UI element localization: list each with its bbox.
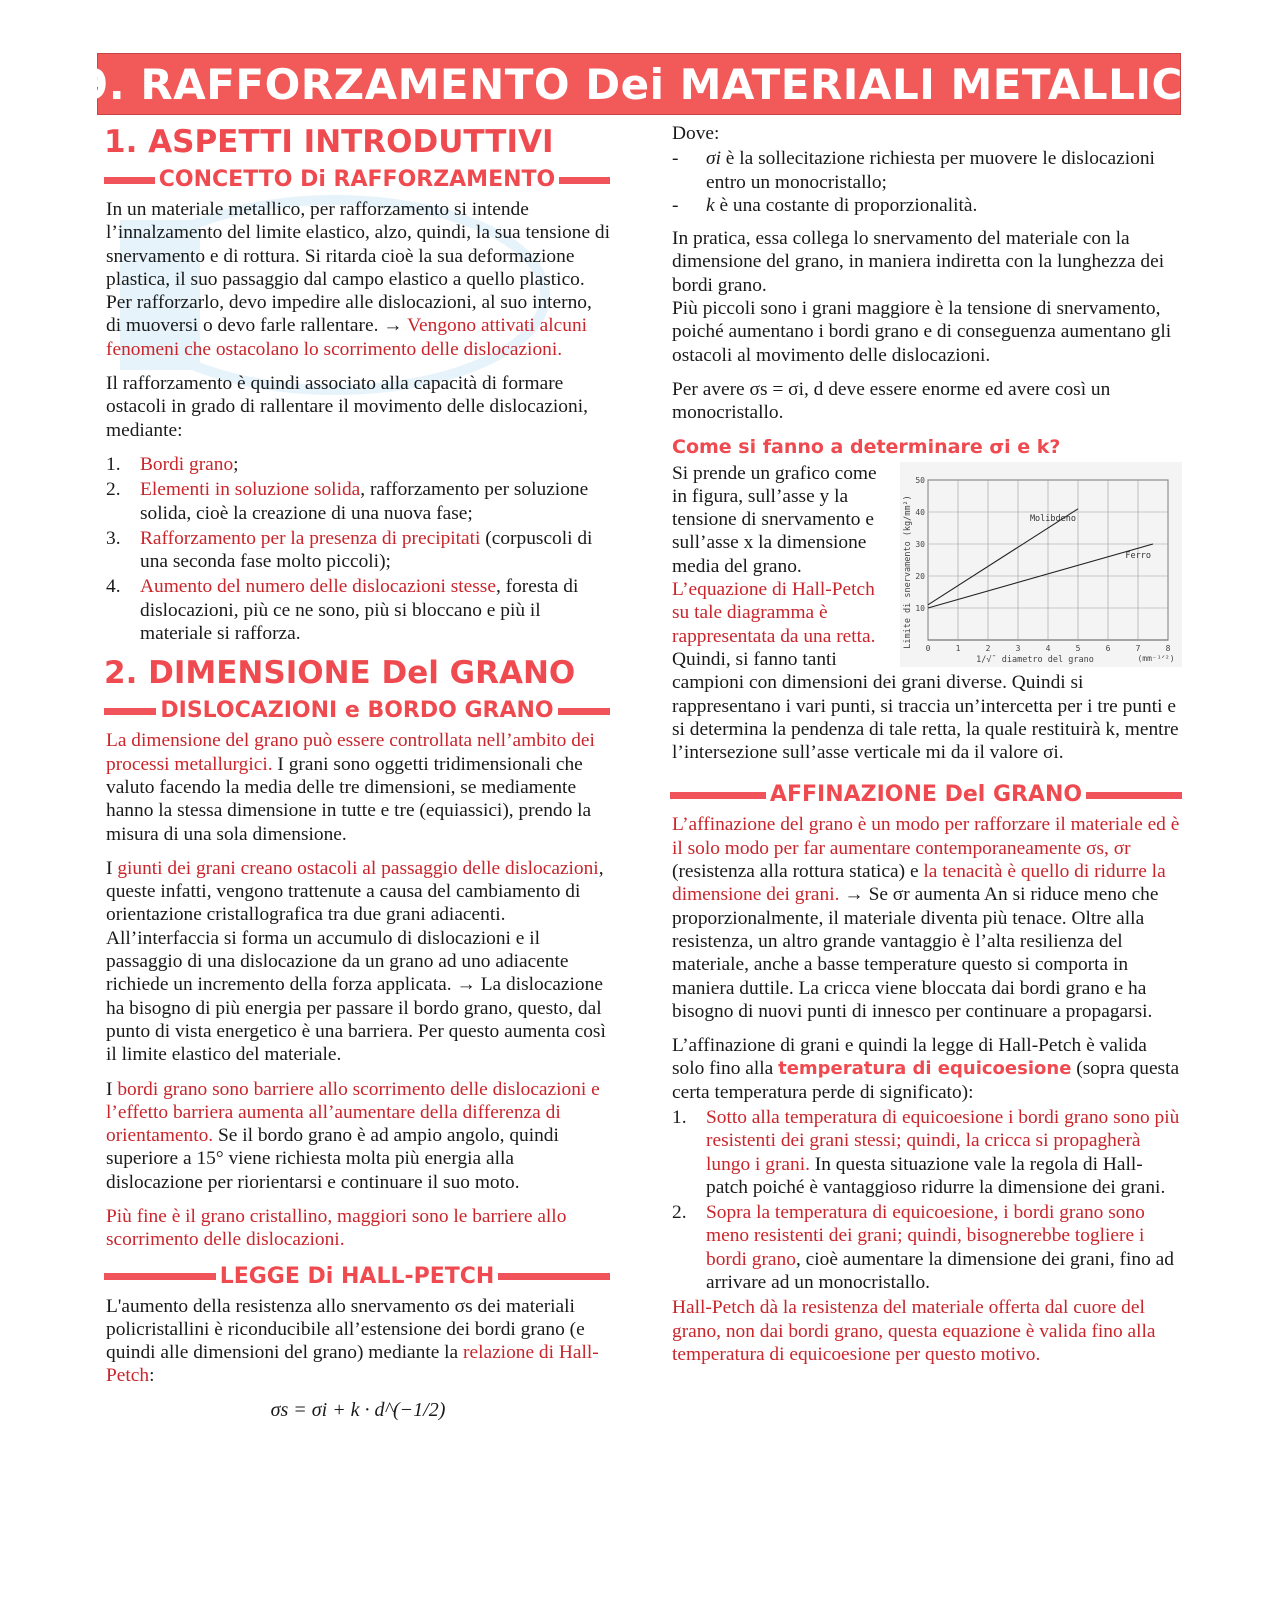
subheading-text: AFFINAZIONE Del GRANO — [769, 782, 1083, 808]
x-tick-label: 0 — [925, 643, 931, 653]
hall-petch-chart — [900, 462, 1182, 667]
subheading-concetto — [104, 166, 610, 194]
list-item: - k è una costante di proporzionalità. — [672, 194, 978, 216]
paragraph: Più piccoli sono i grani maggiore è la tensione di snervamento, poiché aumentano i bordi grano e di conseguenza aumentano gli ostacoli al movimento delle dislocazioni. — [672, 298, 1172, 366]
x-tick-label: 2 — [985, 643, 991, 653]
divider — [559, 177, 610, 184]
list-item: 2. Sopra la temperatura di equicoesione, i bordi grano sono meno resistenti dei grani; quindi, bisognerebbe togliere i bordi grano, cioè aumentare la dimensione dei grani, fino ad arrivare ad un monocristallo. — [672, 1202, 1174, 1294]
series-label: Ferro — [1125, 550, 1151, 561]
divider — [498, 1273, 610, 1280]
figure-block — [672, 462, 1182, 776]
list-item: 3. Rafforzamento per la presenza di precipitati (corpuscoli di una seconda fase molto piccoli); — [106, 527, 593, 573]
y-tick-label: 30 — [915, 539, 925, 549]
x-tick-label: 8 — [1165, 643, 1171, 653]
x-tick-label: 3 — [1015, 643, 1021, 653]
x-axis-unit: (mm⁻¹ᐟ²) — [1137, 653, 1175, 663]
y-tick-label: 10 — [915, 603, 925, 613]
subheading-text: CONCETTO Di RAFFORZAMENTO — [158, 167, 556, 192]
subheading-affinazione — [670, 781, 1182, 809]
x-tick-label: 4 — [1045, 643, 1051, 653]
highlight: Vengono attivati alcuni fenomeni che ostacolano lo scorrimento delle dislocazioni. — [106, 315, 588, 360]
list-item: 2. Elementi in soluzione solida, rafforzamento per soluzione solida, cioè la creazione di una nuova fase; — [106, 479, 589, 524]
x-tick-label: 6 — [1105, 643, 1111, 653]
section-heading-1: 1. ASPETTI INTRODUTTIVI — [104, 124, 554, 160]
divider — [670, 792, 766, 799]
paragraph: L’affinazione di grani e quindi la legge di Hall-Petch è valida solo fino alla temperatura di equicoesione (sopra questa certa temperatura perde di significato): — [672, 1035, 1180, 1103]
paragraph: L’affinazione del grano è un modo per rafforzare il materiale ed è il solo modo per far aumentare contemporaneamente σs, σr (resistenza alla rottura statica) e la tenacità è quello di ridurre la dimensione dei grani. → Se σr aumenta An si riduce meno che proporzionalmente, il materiale diventa più tenace. Oltre alla resistenza, un altro grande vantaggio è l’alta resilienza del materiale, anche a basse temperature questo si comporta in maniera duttile. La cricca viene bloccata dai bordi grano e ha bisogno di nuovi punti di innesco per continuare a propagarsi. — [672, 814, 1180, 1022]
paragraph: I bordi grano sono barriere allo scorrimento delle dislocazioni e l’effetto barriera aumenta all’aumentare della differenza di orientamento. Se il bordo grano è ad ampio angolo, quindi superiore a 15° viene richiesta molta più energia alla dislocazione per riorientarsi e continuare il suo moto. — [106, 1078, 600, 1193]
divider — [104, 708, 156, 715]
y-tick-label: 20 — [915, 571, 925, 581]
list-item: 1. Sotto alla temperatura di equicoesione i bordi grano sono più resistenti dei grani stessi; quindi, la cricca si propagherà lungo i grani. In questa situazione vale la regola di Hall-patch poiché è vantaggioso ridurre la dimensione dei grani. — [672, 1106, 1180, 1198]
reinforcement-list — [106, 453, 610, 645]
paragraph: L'aumento della resistenza allo snervamento σs dei materiali policristallini è riconducibile all’estensione dei bordi grano (e quindi alle dimensioni del grano) mediante la relazione di Hall-Petch: — [106, 1295, 599, 1387]
hall-petch-formula: σs = σi + k · d^(−1/2) — [270, 1398, 446, 1421]
paragraph: Il rafforzamento è quindi associato alla capacità di formare ostacoli in grado di rallentare il movimento delle dislocazioni, mediante: — [106, 373, 588, 441]
equicoesione-list — [672, 1106, 1182, 1294]
y-axis-label: Limite di snervamento (kg/mm²) — [903, 494, 913, 649]
subheading-text: DISLOCAZIONI e BORDO GRANO — [160, 698, 554, 724]
subheading-dislocazioni — [104, 697, 610, 725]
paragraph: La dimensione del grano può essere controllata nell’ambito dei processi metallurgici. I grani sono oggetti tridimensionali che valuto facendo la media delle tre dimensioni, se mediamente hanno la stessa dimensione in tutte e tre (equiassici), prendo la misura di una sola dimensione. — [106, 730, 595, 845]
subheading-hall-petch — [104, 1263, 610, 1291]
chart-background — [900, 462, 1182, 667]
paragraph: I giunti dei grani creano ostacoli al passaggio delle dislocazioni, queste infatti, vengono trattenute a causa del cambiamento di orientazione cristallografica tra due grani adiacenti. All’interfaccia si forma un accumulo di dislocazioni e il passaggio di una dislocazione da un grano ad uno adiacente richiede un incremento della forza applicata. → La dislocazione ha bisogno di più energia per passare il bordo grano, questo, dal punto di vista energetico è una barriera. Per questo aumenta così il limite elastico del materiale. — [106, 857, 606, 1066]
paragraph: Dove: — [672, 123, 720, 144]
paragraph: Hall-Petch dà la resistenza del materiale offerta dal cuore del grano, non dai bordi grano, questa equazione è valida fino alla temperatura di equicoesione per questo motivo. — [672, 1297, 1156, 1365]
list-item: 1. Bordi grano; — [106, 453, 239, 475]
paragraph: In un materiale metallico, per rafforzamento si intende l’innalzamento del limite elastico, alzo, quindi, la sua tensione di snervamento e di rottura. Si ritarda cioè la sua deformazione plastica, il suo passaggio dal campo elastico a quello plastico. Per rafforzarlo, devo impedire alle dislocazioni, al suo interno, di muoversi o devo farle rallentare. → Vengono attivati alcuni fenomeni che ostacolano lo scorrimento delle dislocazioni. — [106, 199, 611, 360]
definitions-list — [672, 147, 1182, 217]
x-tick-label: 7 — [1135, 643, 1141, 653]
x-axis-label: 1/√¯ diametro del grano — [976, 654, 1094, 665]
paragraph: Si prende un grafico come in figura, sull’asse y la tensione di snervamento e sull’asse x la dimensione media del grano. L’equazione di Hall-Petch su tale diagramma è rappresentata da una retta. Quindi, si fanno tanti campioni con dimensioni dei grani diverse. Quindi si rappresentano i vari punti, si traccia un’intercetta per i tre punti e si determina la pendenza di tale retta, la quale restituirà k, mentre l’intersezione sull’asse verticale mi da il valore σi. — [672, 462, 1179, 764]
list-item: 4. Aumento del numero delle dislocazioni stesse, foresta di dislocazioni, più ce ne sono, più si bloccano e più il materiale si rafforza. — [106, 576, 579, 645]
divider — [1086, 792, 1182, 799]
section-heading-2: 2. DIMENSIONE Del GRANO — [104, 655, 576, 692]
y-tick-label: 40 — [915, 507, 925, 517]
paragraph: Per avere σs = σi, d deve essere enorme ed avere così un monocristallo. — [672, 378, 1111, 424]
divider — [104, 1273, 216, 1280]
page-title-bar — [79, 53, 1199, 115]
y-tick-label: 50 — [915, 475, 925, 485]
divider — [558, 708, 610, 715]
page-title: 9. RAFFORZAMENTO Dei MATERIALI METALLICI — [79, 59, 1199, 109]
series-label: Molibdeno — [1029, 513, 1076, 524]
question-heading: Come si fanno a determinare σi e k? — [672, 435, 1061, 458]
left-column — [106, 122, 610, 1422]
x-tick-label: 1 — [955, 643, 961, 653]
list-item: - σi è la sollecitazione richiesta per muovere le dislocazioni entro un monocristallo; — [672, 148, 1155, 193]
paragraph: In pratica, essa collega lo snervamento del materiale con la dimensione del grano, in maniera indiretta con la lunghezza dei bordi grano. — [672, 228, 1165, 296]
divider — [104, 177, 155, 184]
subheading-text: LEGGE Di HALL-PETCH — [219, 1263, 495, 1289]
right-column — [672, 122, 1182, 1377]
x-tick-label: 5 — [1075, 643, 1081, 653]
paragraph: Più fine è il grano cristallino, maggiori sono le barriere allo scorrimento delle dislocazioni. — [106, 1205, 567, 1251]
